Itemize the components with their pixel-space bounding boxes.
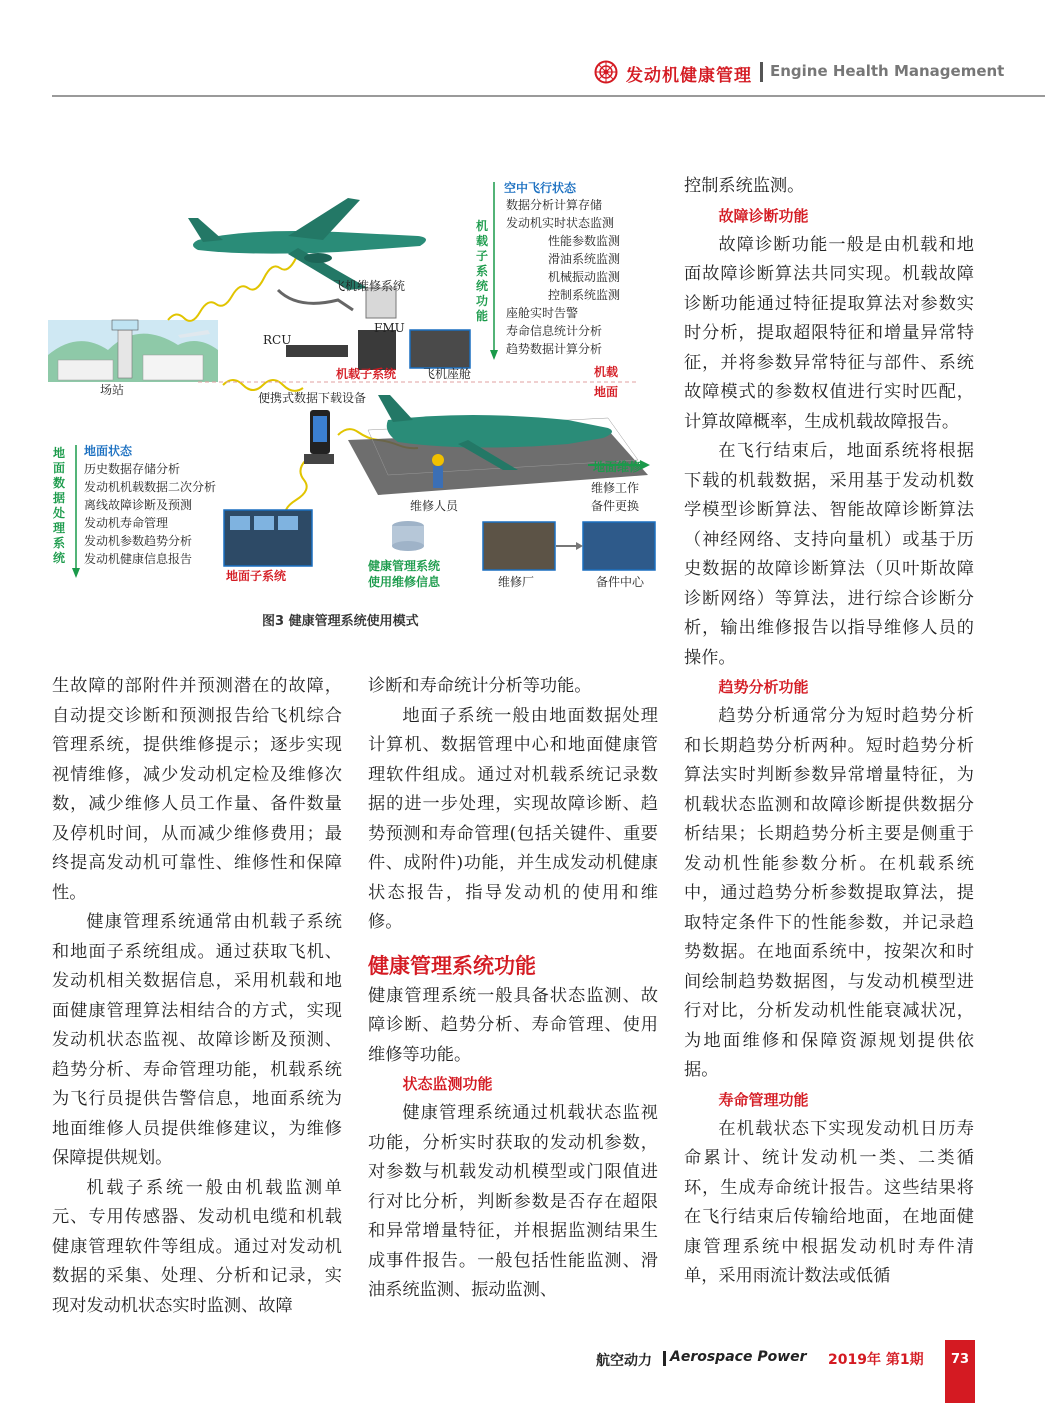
figure-diagram — [48, 170, 670, 600]
control-screen-1 — [230, 516, 250, 530]
onboard-function-char: 能 — [476, 309, 489, 323]
footer-journal-cn: 航空动力 — [596, 1353, 652, 1369]
rcu-device-icon — [286, 345, 348, 357]
label-onboard: 机载 — [594, 365, 619, 379]
onboard-function-char: 功 — [476, 294, 489, 308]
figure-caption: 图3 健康管理系统使用模式 — [262, 614, 419, 629]
ground-processing-char: 数 — [53, 476, 66, 490]
ground-processing-char: 据 — [53, 491, 66, 505]
portable-device-base — [304, 454, 334, 464]
air-item-6: 座舱实时告警 — [506, 306, 579, 320]
col2-paragraph-2: 地面子系统一般由地面数据处理计算机、数据管理中心和地面健康管理软件组成。通过对机载系统记录数据的进一步处理，实现故障诊断、趋势预测和寿命管理(包括关键件、重要件、成附件)功能，并生成发动机健康状态报告，指导发动机的使用和维修。 — [368, 705, 658, 932]
portable-device-screen — [313, 416, 327, 442]
fmu-cabinet-icon — [358, 330, 396, 370]
ground-item-3: 发动机寿命管理 — [84, 516, 169, 530]
label-portable-download: 便携式数据下载设备 — [258, 391, 367, 405]
air-item-3: 滑油系统监测 — [548, 252, 621, 266]
footer-divider — [663, 1351, 666, 1366]
subheading-fault-diagnosis: 故障诊断功能 — [718, 206, 809, 225]
air-item-5: 控制系统监测 — [548, 288, 621, 302]
label-ground-subsystem: 地面子系统 — [226, 569, 287, 583]
ground-processing-char: 统 — [53, 551, 66, 565]
col3-paragraph-3: 在飞行结束后，地面系统将根据下载的机载数据，采用基于发动机数学模型诊断算法、智能故障诊断算法（神经网络、支持向量机）或基于历史数据的故障诊断算法（贝叶斯故障诊断网络）等算法，进行综合诊断分析，输出维修报告以指导维修人员的操作。 — [684, 441, 974, 668]
label-onboard-subsystem: 机载子系统 — [336, 367, 397, 381]
onboard-function-vertical-label — [476, 218, 488, 323]
ground-airplane-illustration — [348, 395, 648, 495]
col3-paragraph-5: 在机载状态下实现发动机日历寿命累计、统计发动机一类、二类循环，生成寿命统计报告。这些结果将在飞行结束后传输给地面，在地面健康管理系统中根据发动机时寿件清单，采用雨流计数法或低循 — [684, 1118, 974, 1286]
worker-body — [433, 466, 443, 488]
ground-state-arrowhead — [72, 568, 80, 578]
ground-item-0: 历史数据存储分析 — [84, 462, 181, 476]
label-rcu: RCU — [263, 333, 292, 347]
page-number-tab — [945, 1340, 975, 1403]
col3-paragraph-1: 控制系统监测。 — [684, 176, 805, 196]
ground-item-1: 发动机机载数据二次分析 — [84, 480, 217, 494]
ground-item-2: 离线故障诊断及预测 — [84, 498, 193, 512]
label-maintenance-system: 飞机维修系统 — [333, 279, 406, 293]
section-heading-hms-functions: 健康管理系统功能 — [368, 953, 536, 978]
ground-processing-vertical-label — [52, 445, 66, 565]
header-journal-title-en: Engine Health Management — [770, 62, 1005, 80]
label-hms-line1: 健康管理系统 — [368, 559, 441, 573]
col1-paragraph-1: 生故障的部附件并预测潜在的故障，自动提交诊断和预测报告给飞机综合管理系统，提供维修提示；逐步实现视情维修，减少发动机定检及维修次数，减少维修人员工作量、备件数量及停机时间，从而减少维修费用；最终提高发动机可靠性、维修性和保障性。 — [52, 676, 342, 903]
label-spare-replacement: 备件更换 — [591, 499, 640, 513]
air-item-2: 性能参数监测 — [548, 234, 621, 248]
ground-processing-char: 地 — [53, 446, 66, 460]
cockpit-image — [410, 330, 470, 368]
air-item-8: 趋势数据计算分析 — [506, 342, 603, 356]
text-column-2 — [368, 672, 658, 1306]
footer-journal-en: Aerospace Power — [670, 1349, 807, 1365]
worker-icon — [432, 454, 444, 466]
figure-hms-usage-mode — [48, 170, 670, 600]
air-item-1: 发动机实时状态监测 — [506, 216, 615, 230]
journal-logo-icon — [594, 60, 618, 84]
air-item-7: 寿命信息统计分析 — [506, 324, 603, 338]
factory-to-center-arrowhead — [576, 542, 583, 550]
ground-item-5: 发动机健康信息报告 — [84, 552, 193, 566]
airport-station-illustration — [48, 320, 218, 382]
page-number: 73 — [950, 1352, 970, 1367]
ground-maintenance-arrowhead — [640, 460, 650, 470]
ground-processing-char: 理 — [53, 521, 66, 535]
ground-item-4: 发动机参数趋势分析 — [84, 534, 193, 548]
cable — [278, 290, 353, 310]
label-ground: 地面 — [594, 385, 619, 399]
label-station: 场站 — [100, 383, 125, 397]
air-item-4: 机械振动监测 — [548, 270, 621, 284]
label-hms-line2: 使用维修信息 — [368, 575, 441, 589]
repair-factory-image — [483, 522, 555, 570]
onboard-function-char: 载 — [476, 234, 489, 248]
ground-processing-char: 系 — [53, 536, 66, 550]
col3-paragraph-2: 故障诊断功能一般是由机载和地面故障诊断算法共同实现。机载故障诊断功能通过特征提取算法对参数实时分析，提取超限特征和增量异常特征，并将参数异常特征与部件、系统故障模式的参数权值进行实时匹配，计算故障概率，生成机载故障报告。 — [684, 234, 974, 432]
database-icon — [392, 521, 424, 551]
col1-paragraph-3: 机载子系统一般由机载监测单元、专用传感器、发动机电缆和机载健康管理软件等组成。通过对发动机数据的采集、处理、分析和记录，实现对发动机状态实时监测、故障 — [52, 1177, 342, 1316]
footer-issue: 2019年 第1期 — [828, 1352, 924, 1368]
col2-paragraph-1: 诊断和寿命统计分析等功能。 — [368, 676, 592, 696]
onboard-function-text — [476, 218, 488, 323]
col1-paragraph-2: 健康管理系统通常由机载子系统和地面子系统组成。通过获取飞机、发动机相关数据信息，采用机载和地面健康管理算法相结合的方式，实现发动机状态监视、故障诊断及预测、趋势分析、寿命管理功能，机载系统为飞行员提供告警信息，地面系统为地面维修人员提供维修建议，为维修保障提供规划。 — [52, 912, 342, 1168]
control-screen-2 — [254, 516, 274, 530]
header-divider — [760, 62, 763, 82]
text-column-3 — [684, 172, 974, 1292]
spare-center-image — [583, 522, 655, 570]
control-screen-3 — [278, 516, 298, 530]
onboard-function-char: 统 — [476, 279, 489, 293]
airborne-airplane-illustration — [188, 198, 426, 290]
ground-state-title: 地面状态 — [84, 444, 133, 458]
subheading-life-management: 寿命管理功能 — [718, 1090, 809, 1109]
onboard-function-char: 子 — [476, 249, 489, 263]
label-fmu: FMU — [374, 321, 405, 335]
col2-paragraph-3: 健康管理系统一般具备状态监测、故障诊断、趋势分析、寿命管理、使用维修等功能。 — [368, 985, 658, 1065]
air-state-arrowhead — [490, 350, 498, 360]
wireless-link-air-ground — [168, 258, 296, 321]
label-spare-center: 备件中心 — [596, 575, 645, 589]
onboard-function-char: 机 — [476, 219, 489, 233]
subheading-state-monitoring: 状态监测功能 — [402, 1075, 493, 1093]
air-item-0: 数据分析计算存储 — [506, 198, 603, 212]
header-rule — [52, 95, 1045, 97]
header-journal-title-cn: 发动机健康管理 — [626, 66, 752, 86]
air-state-title: 空中飞行状态 — [504, 181, 577, 195]
label-cockpit: 飞机座舱 — [423, 367, 472, 381]
label-ground-maintenance: 地面维修 — [593, 460, 642, 474]
subheading-trend-analysis: 趋势分析功能 — [718, 678, 809, 696]
label-repair-factory: 维修厂 — [498, 575, 535, 589]
ground-processing-char: 处 — [53, 506, 66, 520]
text-column-1 — [52, 672, 342, 1321]
col3-paragraph-4: 趋势分析通常分为短时趋势分析和长期趋势分析两种。短时趋势分析算法实时判断参数异常增量特征，为机载状态监测和故障诊断提供数据分析结果；长期趋势分析主要是侧重于发动机性能参数分析。在机载系统中，通过趋势分析参数提取算法，提取特定条件下的性能参数，并记录趋势数据。在地面系统中，按架次和时间绘制趋势数据图，与发动机模型进行对比，分析发动机性能衰减状况，为地面维修和保障资源规划提供依据。 — [684, 706, 974, 1080]
col2-paragraph-4: 健康管理系统通过机载状态监视功能，分析实时获取的发动机参数，对参数与机载发动机模型或门限值进行对比分析，判断参数是否存在超限和异常增量特征，并根据监测结果生成事件报告。一般包括性能监测、滑油系统监测、振动监测、 — [368, 1103, 658, 1300]
label-maintenance-staff: 维修人员 — [410, 499, 459, 513]
onboard-function-char: 系 — [476, 264, 489, 278]
label-maintenance-work: 维修工作 — [591, 481, 640, 495]
ground-processing-text — [52, 445, 66, 565]
ground-processing-char: 面 — [53, 461, 66, 475]
